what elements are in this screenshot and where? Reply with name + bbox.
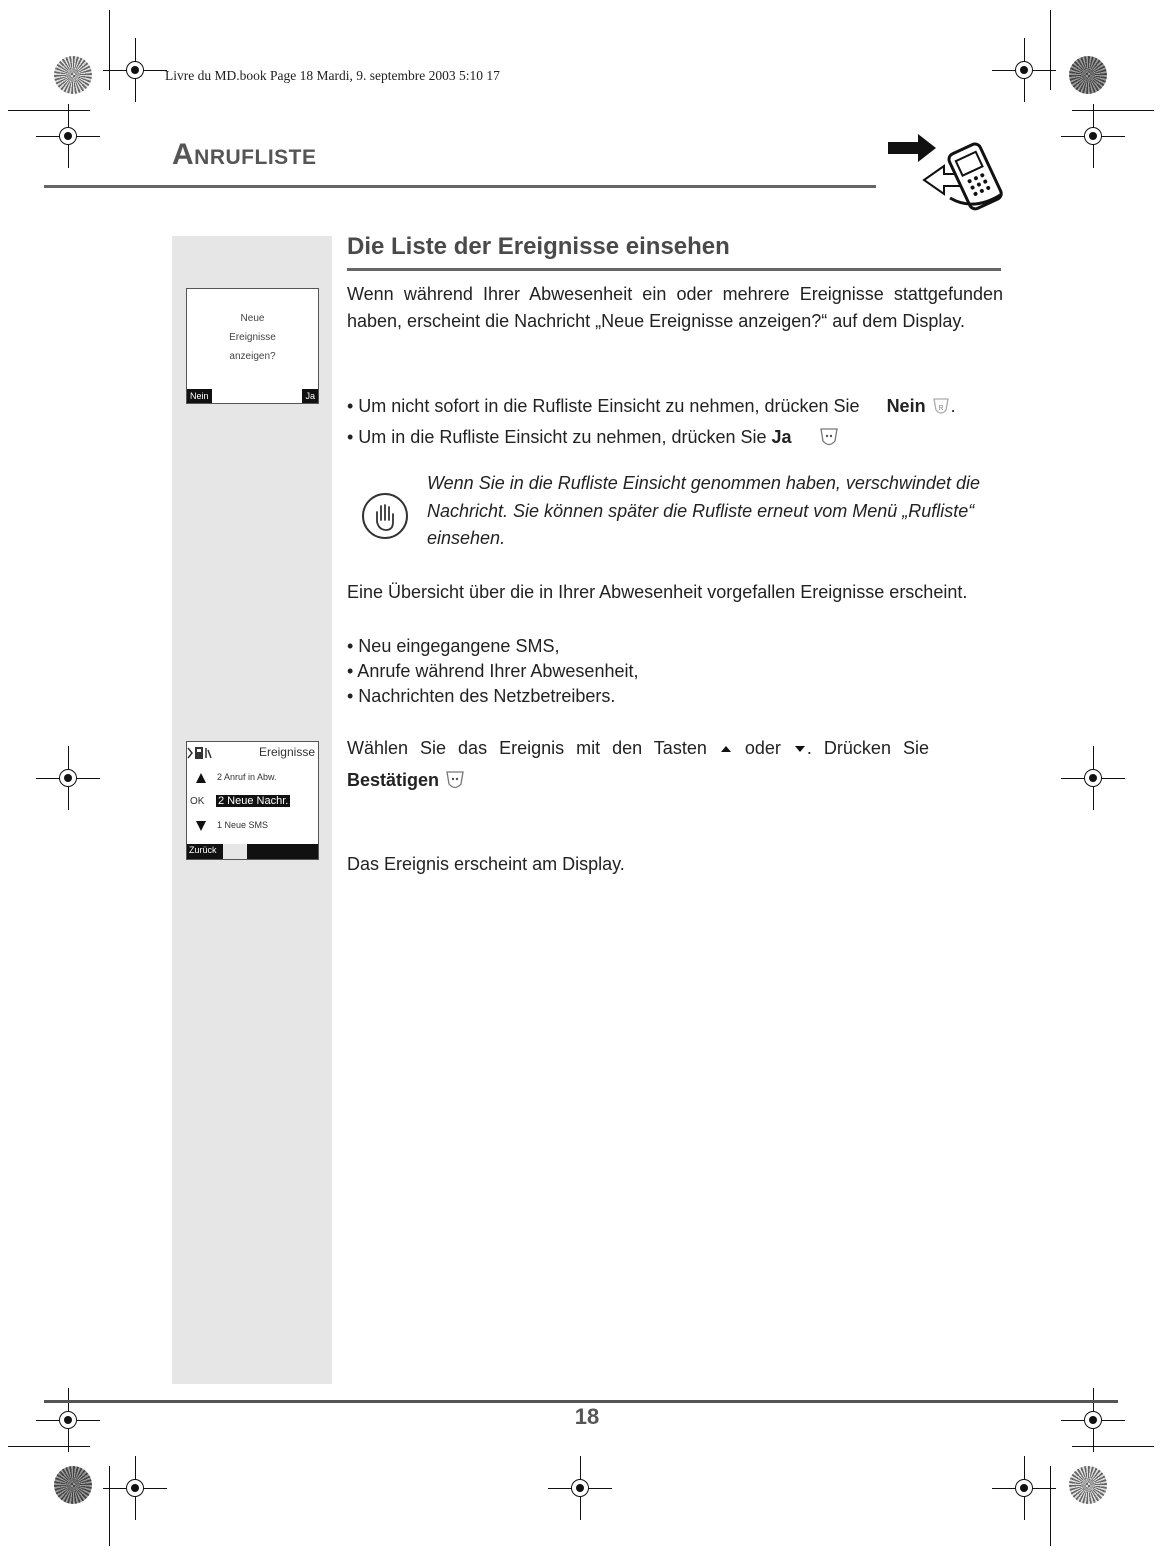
bullet-text: • Um in die Rufliste Einsicht zu nehmen, drücken Sie (347, 427, 767, 447)
section-rule (347, 268, 1001, 271)
phone-display-new-events (186, 288, 319, 404)
up-arrow-icon (195, 772, 207, 784)
status-icons (187, 746, 215, 760)
bullet-text: • Um nicht sofort in die Rufliste Einsicht zu nehmen, drücken Sie (347, 396, 860, 416)
intro-paragraph: Wenn während Ihrer Abwesenheit ein oder mehrere Ereignisse stattgefunden haben, erscheint die Nachricht „Neue Ereignisse anzeigen?“ auf dem Display. (347, 284, 1003, 331)
bullet-suffix: . (950, 396, 956, 416)
display-row-selected (187, 793, 318, 813)
key-name: Bestätigen (347, 770, 440, 790)
softkey-left: Zurück (189, 845, 217, 855)
display-title-row (187, 743, 318, 763)
instruction-text: . Drücken Sie (806, 738, 929, 758)
right-softkey-icon (444, 769, 466, 793)
page-number: 18 (574, 1404, 600, 1429)
overview-list (347, 634, 1003, 709)
bullet-item (347, 393, 1003, 420)
bullet-item (347, 424, 1003, 451)
footer-rule (44, 1400, 1118, 1403)
running-header: Livre du MD.book Page 18 Mardi, 9. septembre 2003 5:10 17 (165, 68, 500, 83)
list-item: • Anrufe während Ihrer Abwesenheit, (347, 661, 639, 681)
event-row: 2 Anruf in Abw. (217, 772, 277, 782)
crop-line (1050, 1466, 1051, 1546)
display-title: Ereignisse (258, 745, 315, 759)
registration-disc (1069, 56, 1107, 94)
crop-line (109, 10, 110, 90)
display-row (187, 769, 318, 789)
key-name: Nein (886, 396, 926, 416)
event-row-selected: 2 Neue Nachr. (218, 795, 289, 807)
up-key-icon (719, 744, 733, 754)
chapter-title: Anrufliste (172, 138, 317, 171)
down-key-icon (793, 744, 807, 754)
display-line: anzeigen? (229, 351, 276, 362)
softkey-right: Ja (302, 389, 318, 403)
display-line: Ereignisse (229, 332, 276, 343)
instruction-text: oder (744, 738, 781, 758)
section-title: Die Liste der Ereignisse einsehen (347, 233, 730, 260)
result-text: Das Ereignis erscheint am Display. (347, 854, 625, 874)
display-row (187, 817, 318, 837)
instruction-text: Wählen Sie das Ereignis mit den Tasten (347, 738, 707, 758)
ok-label: OK (190, 796, 205, 807)
display-message (187, 309, 318, 366)
chapter-rule (44, 185, 876, 188)
select-instruction (347, 735, 1003, 762)
registration-disc (1069, 1466, 1107, 1504)
right-softkey-icon (818, 426, 840, 450)
left-softkey-icon (931, 396, 951, 418)
svg-text:R: R (938, 405, 944, 413)
registration-disc (54, 56, 92, 94)
note-text: Wenn Sie in die Rufliste Einsicht genommen haben, verschwindet die Nachricht. Sie können später die Rufliste erneut vom Menü „Rufliste“ einsehen. (427, 473, 980, 548)
event-row: 1 Neue SMS (217, 820, 269, 830)
phone-display-events-list (186, 741, 319, 860)
overview-paragraph: Eine Übersicht über die in Ihrer Abwesenheit vorgefallen Ereignisse erscheint. (347, 582, 968, 602)
list-item: • Neu eingegangene SMS, (347, 636, 560, 656)
crop-line (1072, 1446, 1154, 1447)
crop-line (1050, 10, 1051, 90)
crop-line (109, 1466, 110, 1546)
confirm-line (347, 767, 1003, 794)
navigation-key-icon (223, 844, 247, 859)
phone-arrow-icon (884, 128, 1008, 212)
display-line: Neue (240, 313, 265, 324)
softkey-bar (187, 844, 318, 859)
list-item: • Nachrichten des Netzbetreibers. (347, 686, 616, 706)
softkey-left: Nein (187, 389, 212, 403)
down-arrow-icon (195, 820, 207, 832)
crop-line (8, 1446, 90, 1447)
registration-disc (54, 1466, 92, 1504)
crop-line (1072, 110, 1154, 111)
crop-line (8, 110, 90, 111)
hand-icon (361, 492, 409, 540)
key-name: Ja (771, 427, 792, 447)
